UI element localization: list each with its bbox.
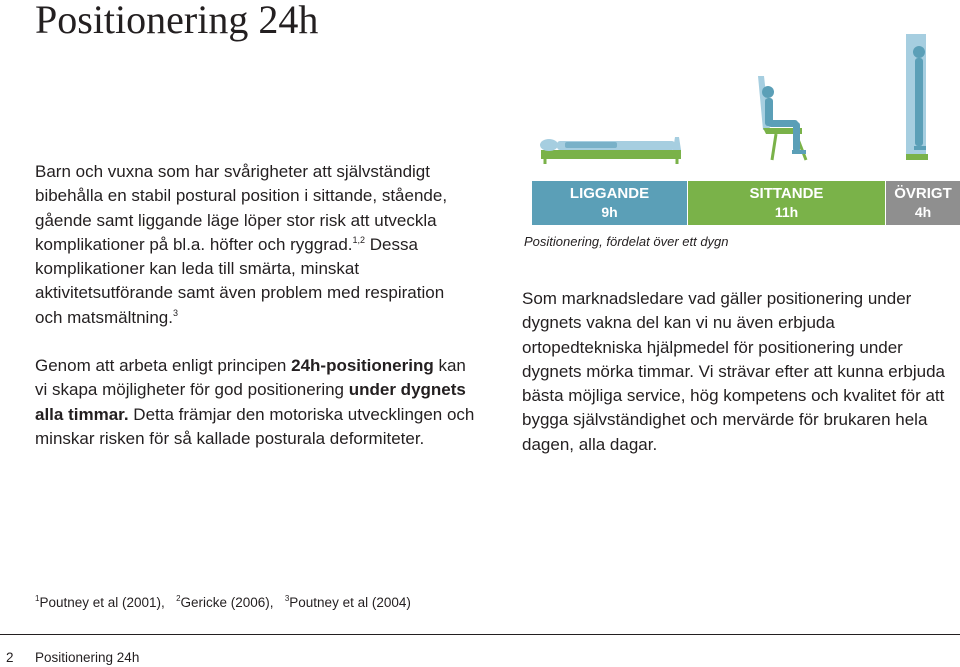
standing-figure-icon	[904, 32, 930, 162]
references	[35, 595, 411, 610]
intro-text-segment: Detta främjar den motoriska utvecklingen och minskar risken för så kallade posturala deformiteter.	[35, 404, 475, 448]
reference-text: Gericke (2006),	[180, 595, 274, 610]
citation-superscript: 3	[172, 307, 178, 318]
bar-value-label: 9h	[601, 204, 618, 220]
reference-number: 1	[35, 594, 40, 603]
page-number: 2	[6, 650, 14, 665]
bar-value-label: 4h	[914, 204, 932, 220]
chart-bar-ovrigt	[886, 181, 960, 225]
reference-text: Poutney et al (2001),	[39, 595, 165, 610]
footer-title: Positionering 24h	[35, 650, 140, 665]
intro-text-segment: Dessa komplikationer kan leda till smärta, minskat aktivitetsutförande samt även problem med respiration och matsmältning.	[35, 234, 445, 327]
bar-category-label: SITTANDE	[749, 185, 824, 202]
lying-figure-icon	[535, 130, 687, 164]
intro-paragraph-1	[35, 160, 475, 330]
footer-divider	[0, 634, 960, 635]
chart-bar-liggande	[532, 181, 687, 225]
bold-phrase: 24h-positionering	[291, 356, 434, 376]
citation-superscript: 1,2	[352, 234, 366, 245]
intro-paragraph-2	[35, 354, 475, 451]
bar-category-label: ÖVRIGT	[894, 185, 952, 202]
reference-number: 3	[284, 594, 290, 603]
bold-phrase: under dygnets alla timmar.	[35, 380, 466, 424]
bar-category-label: LIGGANDE	[569, 185, 650, 202]
page-title: Positionering 24h	[35, 0, 319, 42]
chart-caption: Positionering, fördelat över ett dygn	[524, 234, 729, 249]
body-text-right: Som marknadsledare vad gäller positionering under dygnets vakna del kan vi nu även erbjuda ortopedtekniska hjälpmedel för positionering under dygnets mörka timmar. Vi strävar efter att kunna erbjuda bästa möjliga service, hög kompetens och kvalitet för att bygga självständighet och mervärde för brukaren hela dagen, alla dagar.	[522, 289, 945, 454]
intro-text-segment: kan vi skapa möjligheter för god positionering	[35, 356, 466, 400]
intro-text-segment: Genom att arbeta enligt principen	[35, 356, 292, 376]
reference-number: 2	[176, 594, 181, 603]
seated-figure-icon	[748, 72, 820, 164]
chart-bar-sittande	[688, 181, 885, 225]
bar-value-label: 11h	[774, 204, 799, 220]
intro-text-segment: Barn och vuxna som har svårigheter att självständigt bibehålla en stabil postural position i sittande, stående, gående samt liggande läge löper stor risk att utveckla komplikationer på bl.a. höfter och ryggrad.	[35, 162, 448, 254]
intro-text	[35, 160, 475, 451]
reference-text: Poutney et al (2004)	[289, 595, 411, 610]
